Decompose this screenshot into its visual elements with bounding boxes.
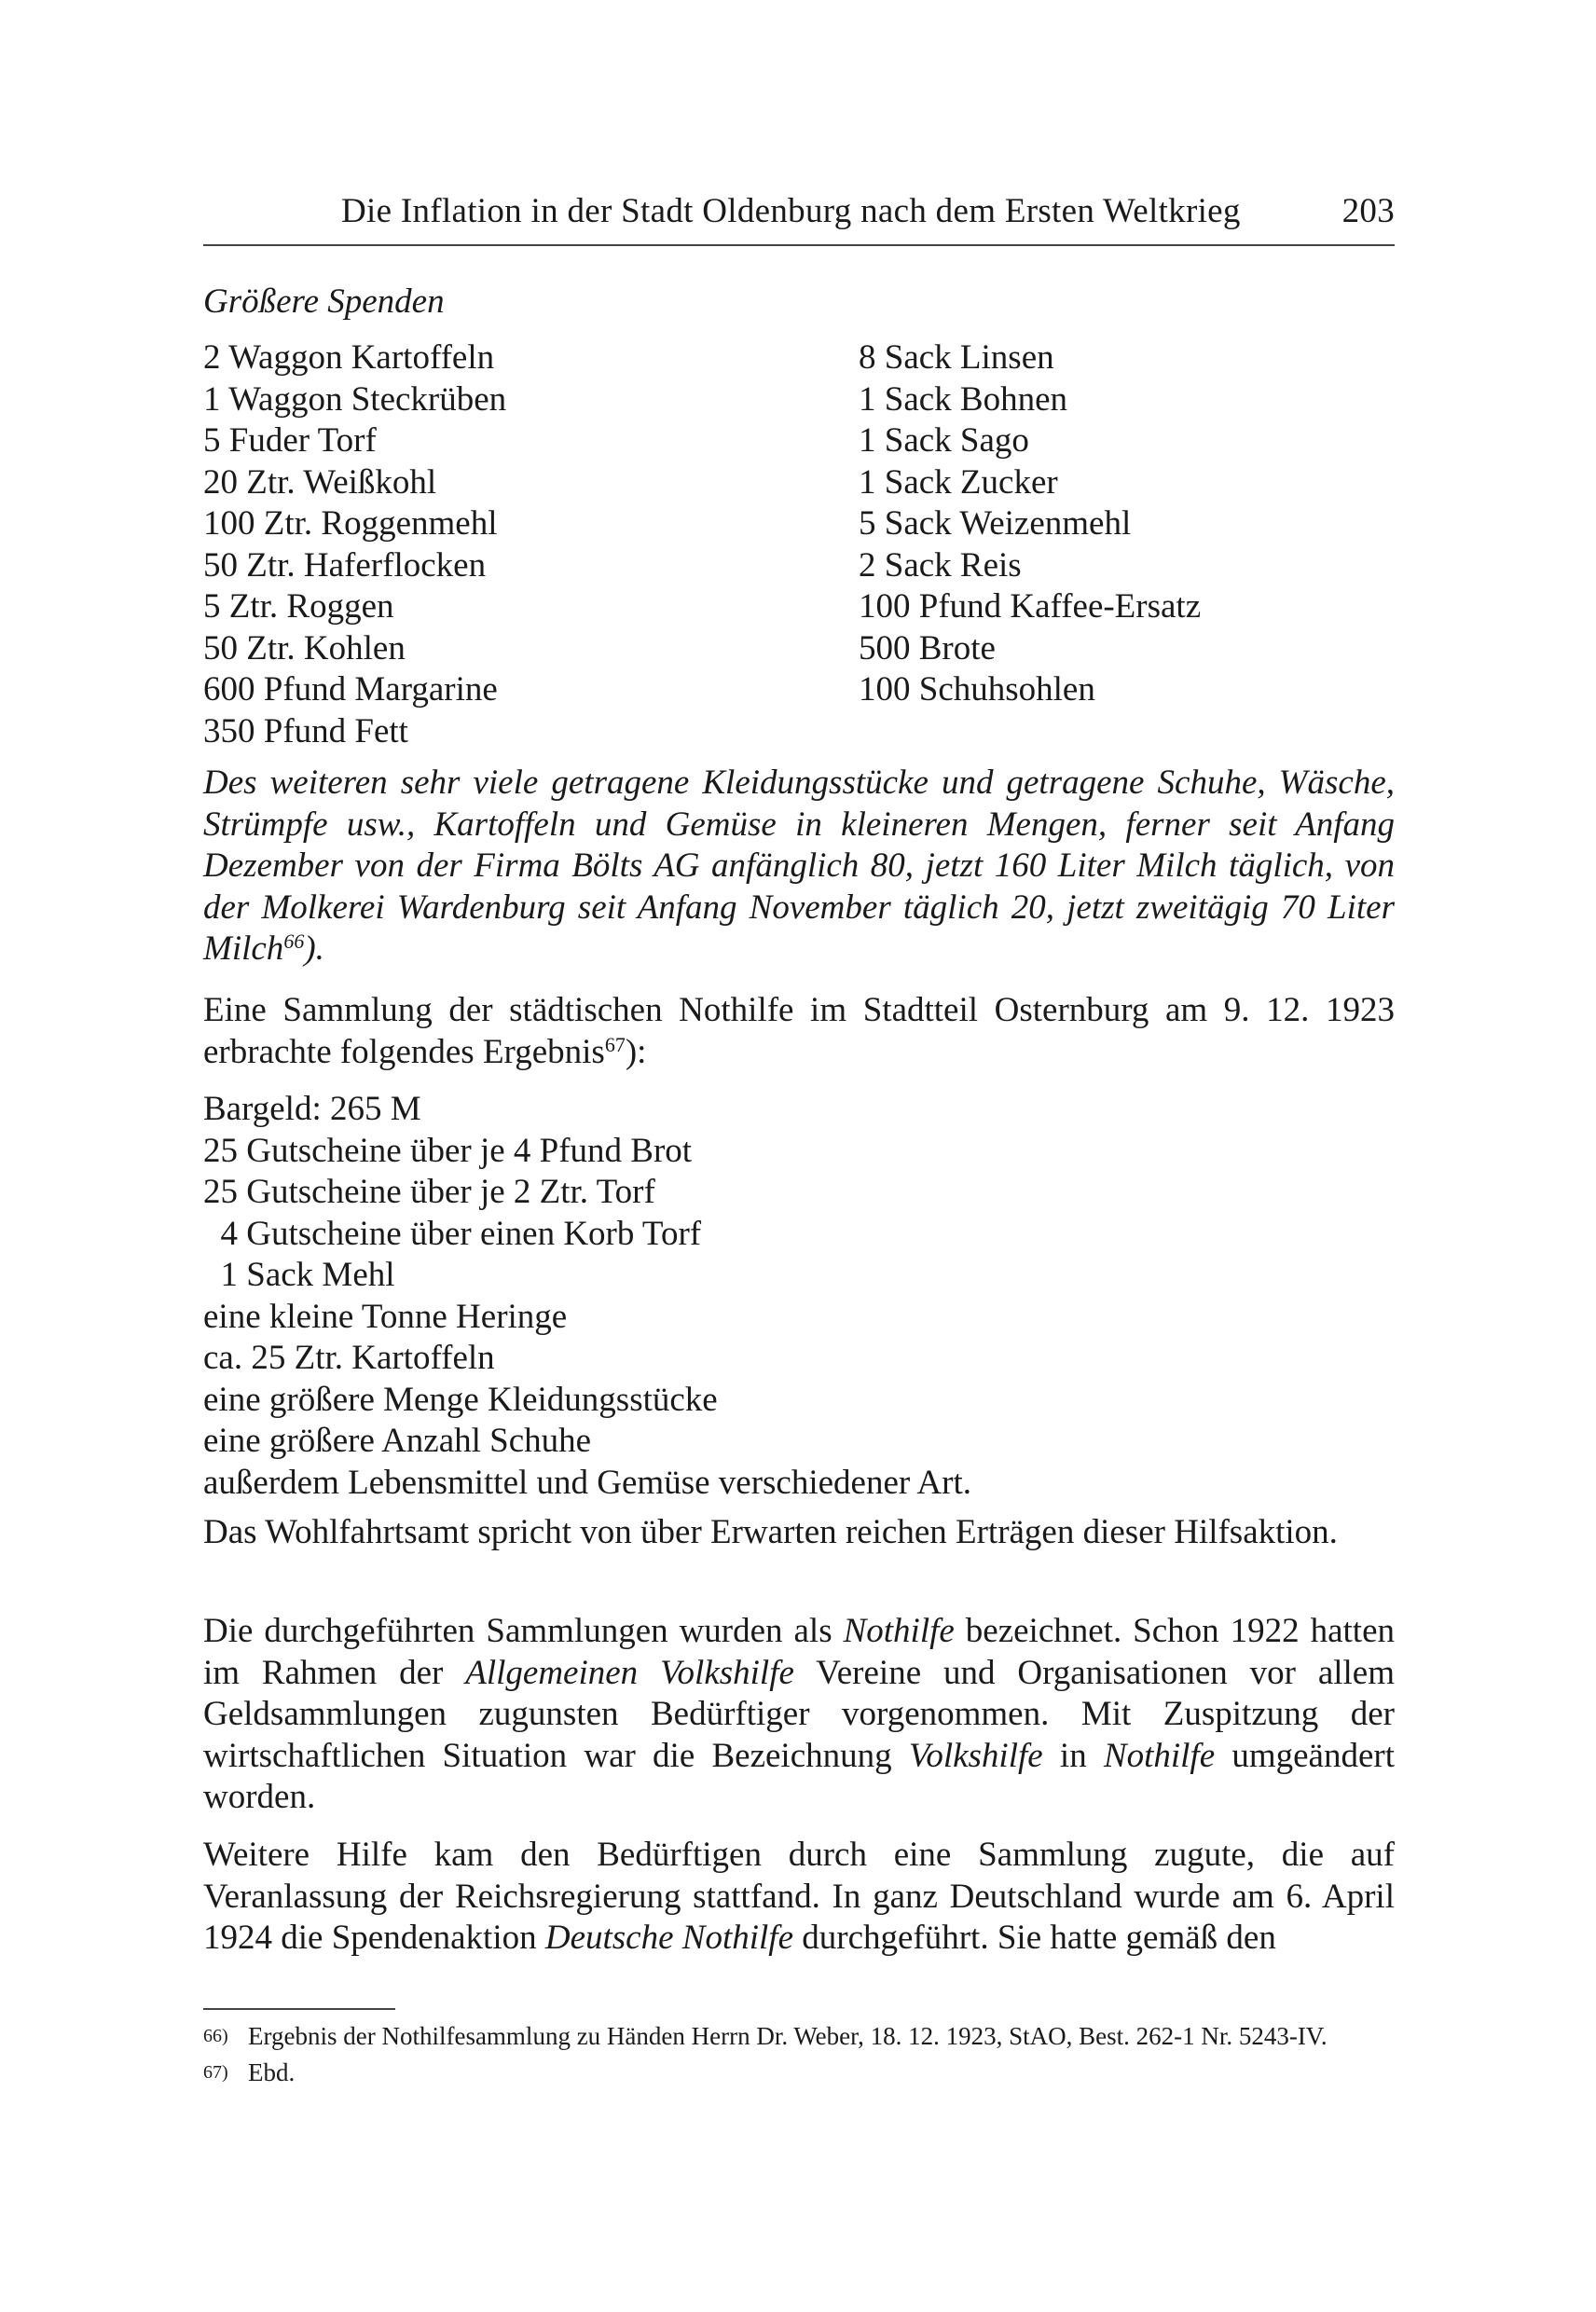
list-item: ca. 25 Ztr. Kartoffeln: [203, 1339, 495, 1377]
paragraph-weitere-hilfe: [203, 1835, 1395, 1960]
list-item: 2 Sack Reis: [859, 545, 1022, 585]
header-rule: [203, 244, 1395, 246]
list-item: 1 Sack Sago: [859, 421, 1029, 460]
list-item: 1 Waggon Steckrüben: [203, 379, 507, 419]
list-item: außerdem Lebensmittel und Gemüse verschiedener Art.: [203, 1463, 971, 1502]
paragraph-text: Des weiteren sehr viele getragene Kleidungsstücke und getragene Schuhe, Wäsche, Strümpfe usw., Kartoffeln und Gemüse in kleineren Mengen, ferner seit Anfang Dezember von der Firma Bölts AG anfänglich 80, jetzt 160 Liter Milch täglich, von der Molkerei Wardenburg seit Anfang November täglich 20, jetzt zweitägig 70 Liter Milch: [203, 764, 1395, 968]
running-title: Die Inflation in der Stadt Oldenburg nach dem Ersten Weltkrieg: [341, 192, 1241, 230]
footnote-ref[interactable]: 67: [604, 1032, 626, 1056]
list-item: 8 Sack Linsen: [859, 338, 1054, 377]
paragraph-text: Weitere Hilfe kam den Bedürftigen durch eine Sammlung zugute, die auf Veranlassung der Reichsregierung stattfand. In ganz Deutschland wurde am 6. April 1924 die Spendenaktion: [203, 1836, 1395, 1957]
footnote-67: [203, 2057, 1395, 2088]
list-item: eine größere Menge Kleidungsstücke: [203, 1380, 718, 1419]
paragraph-wohlfahrtsamt: Das Wohlfahrtsamt spricht von über Erwarten reichen Erträgen dieser Hilfsaktion.: [203, 1513, 1338, 1551]
emphasis-nothilfe: Nothilfe: [1103, 1736, 1216, 1775]
list-item: 600 Pfund Margarine: [203, 670, 498, 709]
list-item: 50 Ztr. Kohlen: [203, 628, 406, 667]
list-item: 5 Ztr. Roggen: [203, 587, 394, 626]
list-item: 100 Pfund Kaffee-Ersatz: [859, 587, 1202, 626]
paragraph-text: durchgeführt. Sie hatte gemäß den: [793, 1919, 1276, 1957]
paragraph-text: bezeichnet. Schon 1922 hatten im Rahmen der: [203, 1612, 1395, 1692]
footnote-ref[interactable]: 66: [283, 929, 305, 953]
emphasis-nothilfe: Nothilfe: [843, 1612, 955, 1650]
footnote-mark: 67): [203, 2062, 228, 2083]
list-item: 2 Waggon Kartoffeln: [203, 338, 495, 377]
list-item: 4 Gutscheine über einen Korb Torf: [203, 1214, 702, 1253]
list-item: 350 Pfund Fett: [203, 711, 408, 750]
list-item: 5 Fuder Torf: [203, 421, 377, 460]
list-item: 50 Ztr. Haferflocken: [203, 545, 487, 585]
paragraph-text: Vereine und Organisationen vor allem Geldsammlungen zugunsten Bedürftiger vorgenommen. Mit Zuspitzung der wirtschaftlichen Situation war die Bezeichnung: [203, 1653, 1396, 1775]
list-item: eine größere Anzahl Schuhe: [203, 1422, 592, 1460]
paragraph-text-end: ).: [304, 929, 324, 968]
list-item: 100 Schuhsohlen: [859, 670, 1095, 709]
paragraph-text: Die durchgeführten Sammlungen wurden als: [203, 1612, 844, 1650]
paragraph-des-weiteren: [203, 763, 1395, 970]
list-item: 1 Sack Zucker: [859, 462, 1058, 502]
list-item: Bargeld: 265 M: [203, 1090, 421, 1128]
osternburg-results-list: [203, 1089, 1395, 1504]
list-item: 100 Ztr. Roggenmehl: [203, 504, 498, 543]
paragraph-sammlung: [203, 990, 1395, 1073]
list-item: 5 Sack Weizenmehl: [859, 504, 1132, 543]
list-item: 1 Sack Bohnen: [859, 379, 1068, 419]
footnote-text: Ebd.: [248, 2058, 296, 2086]
footnote-66: [203, 2021, 1395, 2052]
footnote-text: Ergebnis der Nothilfesammlung zu Händen Herrn Dr. Weber, 18. 12. 1923, StAO, Best. 262-1 Nr. 5243-IV.: [248, 2022, 1328, 2050]
emphasis-deutsche-nothilfe: Deutsche Nothilfe: [544, 1919, 793, 1957]
section-heading: Größere Spenden: [203, 282, 445, 321]
list-item: 20 Ztr. Weißkohl: [203, 462, 437, 502]
paragraph-text: Eine Sammlung der städtischen Nothilfe im Stadtteil Osternburg am 9. 12. 1923 erbrachte folgendes Ergebnis: [203, 991, 1395, 1071]
footnote-mark: 66): [203, 2026, 228, 2046]
paragraph-sammlungen: [203, 1611, 1395, 1819]
paragraph-text: umgeändert worden.: [203, 1736, 1395, 1816]
emphasis-allgemeine-volkshilfe: Allgemeinen Volkshilfe: [465, 1653, 794, 1692]
book-page: [203, 0, 1395, 2312]
footnotes: [203, 2021, 1395, 2088]
donations-right-column: [859, 337, 1395, 711]
list-item: 25 Gutscheine über je 2 Ztr. Torf: [203, 1173, 655, 1211]
list-item: 1 Sack Mehl: [203, 1256, 395, 1294]
donations-left-column: [203, 337, 837, 752]
page-number: 203: [1341, 192, 1395, 230]
footnote-rule: [203, 2008, 395, 2010]
paragraph-text-end: ):: [625, 1032, 647, 1071]
list-item: 500 Brote: [859, 628, 996, 667]
paragraph-text: in: [1042, 1736, 1104, 1775]
emphasis-volkshilfe: Volkshilfe: [908, 1736, 1043, 1775]
list-item: eine kleine Tonne Heringe: [203, 1297, 568, 1336]
running-head: [203, 191, 1395, 238]
list-item: 25 Gutscheine über je 4 Pfund Brot: [203, 1131, 693, 1170]
